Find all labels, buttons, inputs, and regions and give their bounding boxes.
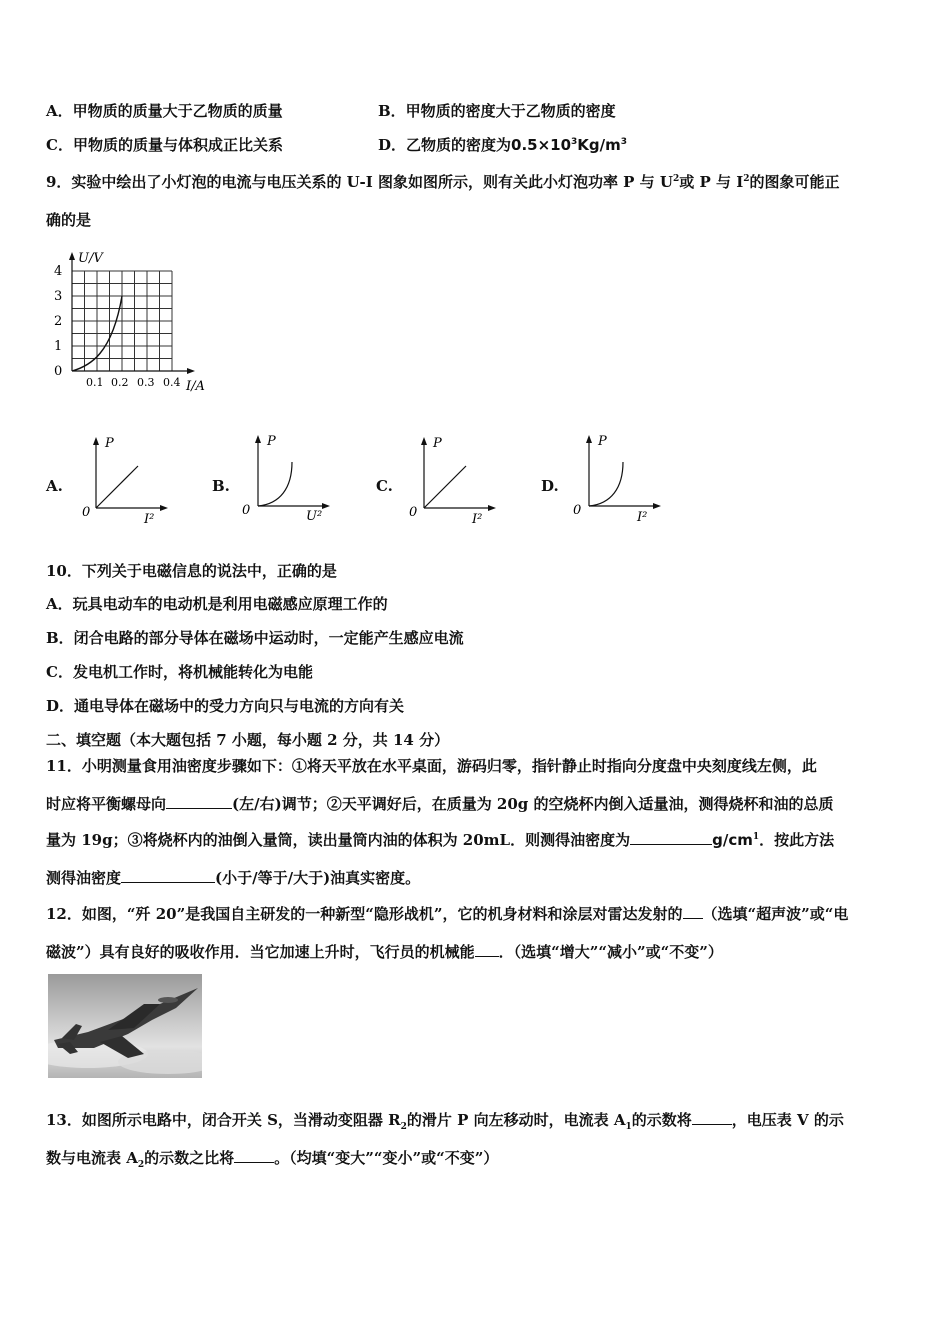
svg-text:P: P <box>105 436 114 451</box>
ytick: 3 <box>54 289 63 304</box>
q10-option-c: C．发电机工作时，将机械能转化为电能 <box>46 663 313 681</box>
q8-option-c: C．甲物质的质量与体积成正比关系 <box>46 136 283 154</box>
q10-option-b: B．闭合电路的部分导体在磁场中运动时，一定能产生感应电流 <box>46 629 464 647</box>
svg-text:U²: U² <box>306 509 323 523</box>
svg-text:0: 0 <box>573 503 582 518</box>
q9-stem-line1: 9．实验中绘出了小灯泡的电流与电压关系的 U-I 图象如图所示，则有关此小灯泡功率 P 与 $U^2$或 P 与 $I^2$的图象可能正 <box>46 173 840 191</box>
svg-text:0: 0 <box>242 503 251 518</box>
q11-line3: 量为 19g；③将烧杯内的油倒入量筒，读出量筒内油的体积为 20mL．则测得油密度为 $g/cm^1$．按此方法 <box>46 831 835 849</box>
q11-line4: 测得油密度 (小于/等于/大于)油真实密度。 <box>46 869 421 887</box>
xtick: 0.2 <box>111 376 129 389</box>
ytick: 2 <box>54 314 63 329</box>
svg-text:P: P <box>598 434 607 449</box>
q8-option-d: D．乙物质的密度为$0.5\times 10^3Kg/m^3$ <box>378 136 628 154</box>
q9-option-a-graph <box>78 430 173 525</box>
svg-text:P: P <box>433 436 442 451</box>
svg-text:P: P <box>267 434 276 449</box>
xtick: 0.3 <box>137 376 155 389</box>
q9-option-b-label: B. <box>212 477 230 495</box>
svg-text:0: 0 <box>82 505 91 520</box>
graph-origin: 0 <box>54 364 63 379</box>
q13-line2: 数与电流表 $A_2$的示数之比将 。（均填“变大”“变小”或“不变”） <box>46 1149 499 1170</box>
graph-ylabel: U/V <box>78 251 103 266</box>
q10-stem: 10．下列关于电磁信息的说法中，正确的是 <box>46 562 337 580</box>
ui-graph <box>40 246 220 396</box>
q9-option-b-graph <box>240 428 335 523</box>
svg-text:I²: I² <box>472 512 483 525</box>
xtick: 0.4 <box>163 376 181 389</box>
q10-option-a: A．玩具电动车的电动机是利用电磁感应原理工作的 <box>46 595 388 613</box>
j20-fighter-image <box>48 974 202 1078</box>
ytick: 1 <box>54 339 63 354</box>
ytick: 4 <box>54 264 63 279</box>
q12-line2: 磁波”）具有良好的吸收作用．当它加速上升时，飞行员的机械能 ．（选填“增大”“减小”或“不变”） <box>46 943 723 961</box>
q9-option-d-label: D. <box>541 477 559 495</box>
section-header: 二、填空题（本大题包括 7 小题，每小题 2 分，共 14 分） <box>46 731 450 749</box>
q12-line1: 12．如图，“歼 20”是我国自主研发的一种新型“隐形战机”，它的机身材料和涂层对雷达发射的 （选填“超声波”或“电 <box>46 905 849 923</box>
q8-option-b: B．甲物质的密度大于乙物质的密度 <box>378 102 616 120</box>
q10-option-d: D．通电导体在磁场中的受力方向只与电流的方向有关 <box>46 697 405 715</box>
q9-option-c-graph <box>406 430 501 525</box>
q9-option-c-label: C. <box>376 477 393 495</box>
graph-xlabel: I/A <box>186 379 205 394</box>
svg-text:0: 0 <box>409 505 418 520</box>
svg-text:I²: I² <box>637 510 648 523</box>
svg-text:I²: I² <box>144 512 155 525</box>
q9-option-d-graph <box>571 428 666 523</box>
q9-stem-line2: 确的是 <box>46 211 92 229</box>
q11-line1: 11．小明测量食用油密度步骤如下：①将天平放在水平桌面，游码归零，指针静止时指向分度盘中央刻度线左侧，此 <box>46 757 817 775</box>
q9-option-a-label: A. <box>46 477 63 495</box>
q8-option-a: A．甲物质的质量大于乙物质的质量 <box>46 102 283 120</box>
q11-line2: 时应将平衡螺母向 (左/右)调节；②天平调好后，在质量为 20g 的空烧杯内倒入适量油，测得烧杯和油的总质 <box>46 795 834 813</box>
xtick: 0.1 <box>86 376 104 389</box>
fighter-jet-icon <box>48 974 202 1078</box>
q13-line1: 13．如图所示电路中，闭合开关 S，当滑动变阻器 $R_2$的滑片 P 向左移动时，电流表 $A_1$的示数将 ，电压表 V 的示 <box>46 1111 844 1132</box>
